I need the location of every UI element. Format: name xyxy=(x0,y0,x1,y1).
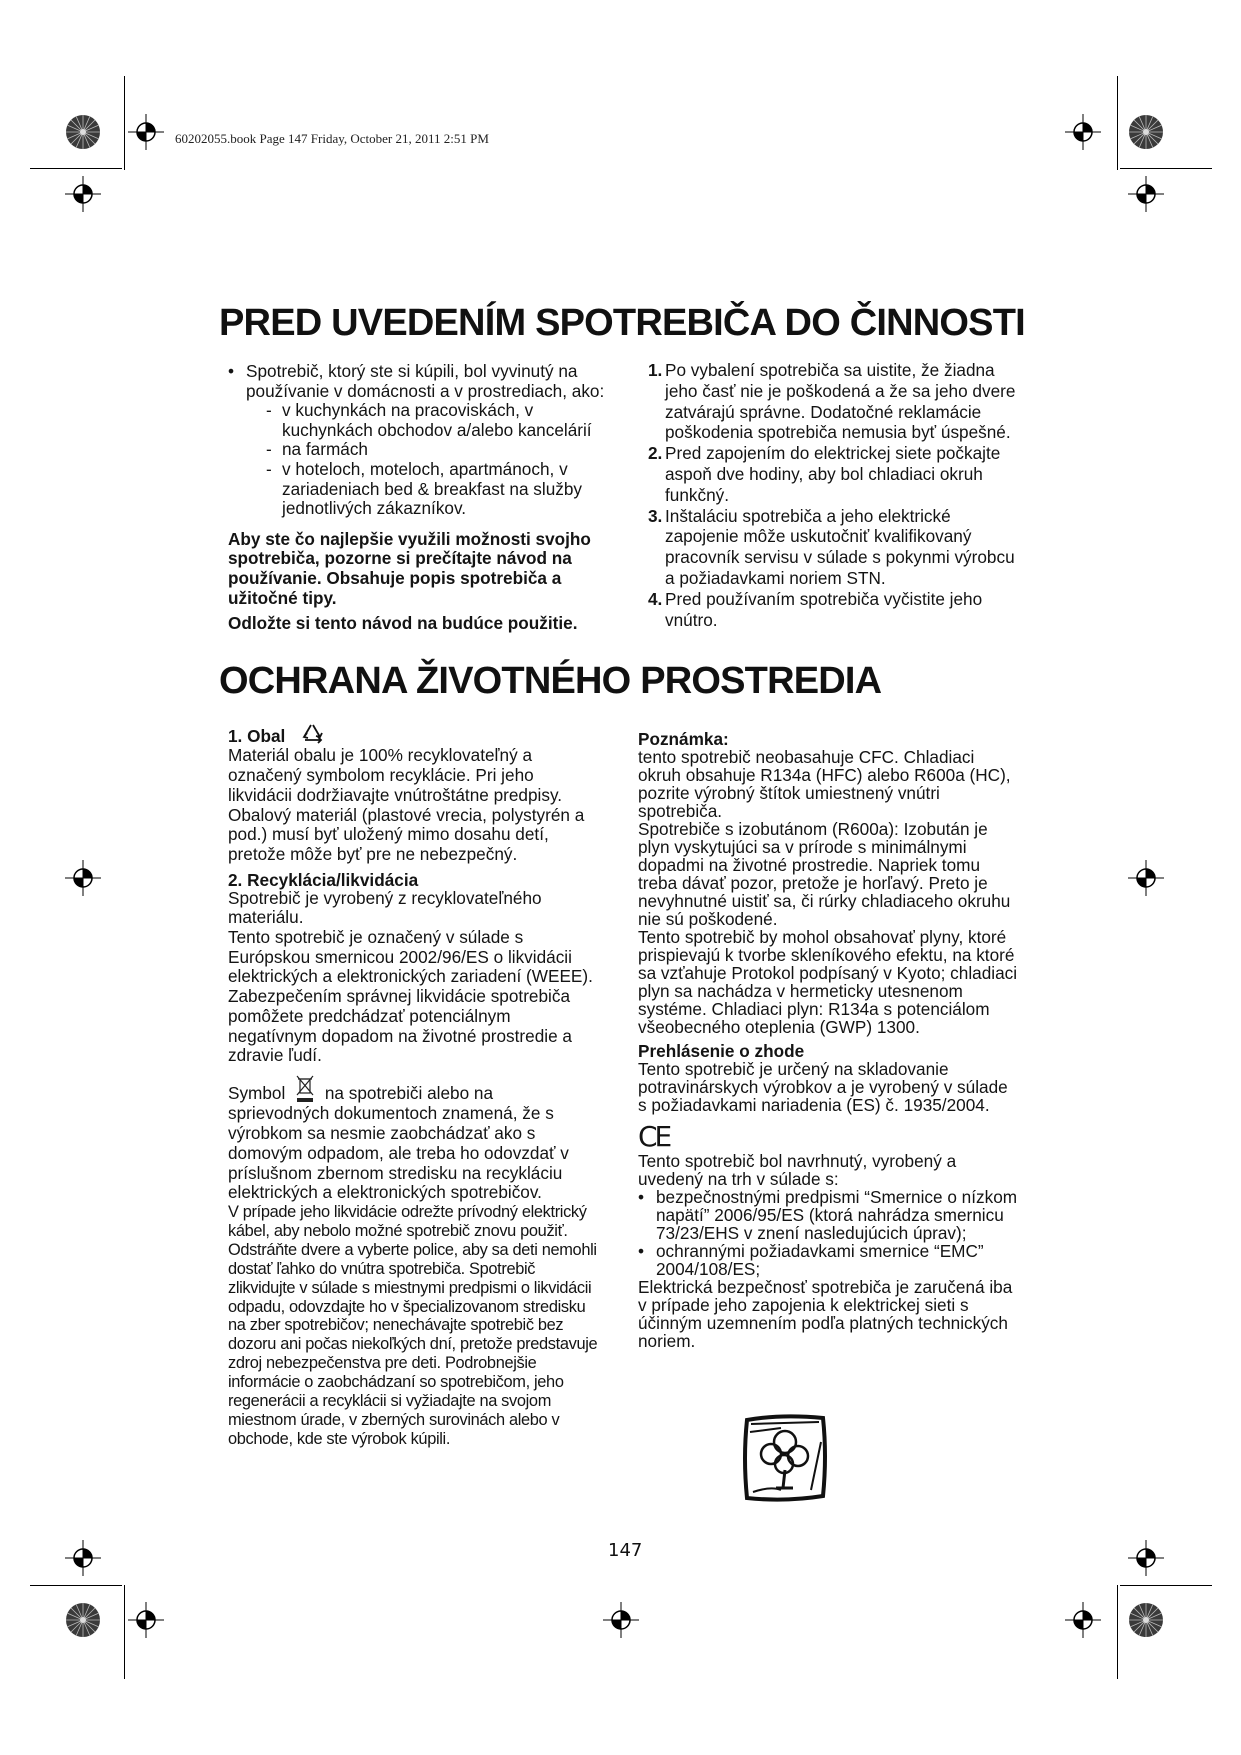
electrical-safety-text: Elektrická bezpečnosť spotrebiča je zaručená iba v prípade jeho zapojenia k elektrickej sieti s účinným uzemnením podľa platných technických noriem. xyxy=(638,1277,1013,1351)
crop-line xyxy=(1117,76,1118,170)
crop-line xyxy=(1117,1585,1118,1679)
note-text-3: Tento spotrebič by mohol obsahovať plyny, ktoré prispievajú k tvorbe skleníkového efektu, na ktoré sa vzťahuje Protokol podpísaný v Kyoto; chladiaci plyn sa nachádza v hermeticky utesnenom systéme. Chladiaci plyn: R134a s potenciálom všeobecného oteplenia (GWP) 1300. xyxy=(638,927,1018,1037)
packaging-heading-text: 1. Obal xyxy=(228,726,286,746)
packaging-heading xyxy=(228,727,598,746)
color-dial-icon xyxy=(65,114,101,150)
ce-directives xyxy=(638,1188,1018,1278)
list-item xyxy=(648,443,1018,505)
list-item: • ochrannými požiadavkami smernice “EMC” 2004/108/ES; xyxy=(638,1242,1018,1278)
recycling-text-2: Tento spotrebič je označený v súlade s Európskou smernicou 2002/96/ES o likvidácii elektrických a elektronických zariadení (WEEE). Zabezpečením správnej likvidácie spotrebiča pomôžete predchádzať potenciálnym negatívnym dopadom na životné prostredie a zdravie ľudí. xyxy=(228,927,593,1066)
crop-line xyxy=(124,76,125,170)
color-dial-icon xyxy=(1128,1602,1164,1638)
step-text: Pred zapojením do elektrickej siete počkajte aspoň dve hodiny, aby bol chladiaci okruh funkčný. xyxy=(665,443,1001,505)
registration-mark-icon xyxy=(65,176,101,212)
registration-mark-icon xyxy=(65,860,101,896)
registration-mark-icon xyxy=(1065,1602,1101,1638)
list-item xyxy=(648,506,1018,589)
list-item xyxy=(648,360,1018,443)
section2-right-column xyxy=(638,730,1018,1350)
registration-mark-icon xyxy=(1065,114,1101,150)
registration-mark-icon xyxy=(1128,860,1164,896)
crop-line xyxy=(30,168,122,169)
ce-mark: CE xyxy=(638,1120,670,1153)
note-text-1: tento spotrebič neobasahuje CFC. Chladiaci okruh obsahuje R134a (HFC) alebo R600a (HC), pozrite výrobný štítok umiestnený vnútri spotrebiča. xyxy=(638,747,1011,821)
crop-line xyxy=(30,1585,122,1586)
weee-symbol-body: na spotrebiči alebo na sprievodných dokumentoch znamená, že s výrobkom sa nesmie zaobchádzať ako s domovým odpadom, ale treba ho odovzdať v príslušnom zbernom stredisku na recykláciu elektrických a elektronických spotrebičov. xyxy=(228,1083,569,1203)
print-slug: 60202055.book Page 147 Friday, October 21, 2011 2:51 PM xyxy=(175,131,489,146)
registration-mark-icon xyxy=(128,114,164,150)
color-dial-icon xyxy=(65,1602,101,1638)
step-text: Po vybalení spotrebiča sa uistite, že žiadna jeho časť nie je poškodená a že sa jeho dvere zatvárajú správne. Dodatočné reklamácie poškodenia spotrebiča nemusia byť úspešné. xyxy=(665,360,1016,443)
section-title-before-use: PRED UVEDENÍM SPOTREBIČA DO ČINNOSTI xyxy=(219,302,1025,344)
declaration-heading: Prehlásenie o zhode xyxy=(638,1041,805,1061)
ce-text: Tento spotrebič bol navrhnutý, vyrobený a uvedený na trh v súlade s: xyxy=(638,1151,957,1189)
list-item: • bezpečnostnými predpismi “Smernice o nízkom napätí” 2006/95/ES (ktorá nahrádza smernicu 73/23/EHS v znení nasledujúcich úprav); xyxy=(638,1188,1018,1242)
tree-ecolabel-icon xyxy=(741,1412,829,1504)
setup-steps xyxy=(648,360,1018,630)
list-item: - na farmách xyxy=(264,440,608,460)
crossed-bin-icon xyxy=(294,1074,316,1104)
step-text: Pred používaním spotrebiča vyčistite jeho vnútro. xyxy=(665,588,983,630)
read-manual-note: Aby ste čo najlepšie využili možnosti svojho spotrebiča, pozorne si prečítajte návod na používanie. Obsahuje popis spotrebiča a užitočné tipy. xyxy=(228,528,591,608)
registration-mark-icon xyxy=(1128,176,1164,212)
registration-mark-icon xyxy=(1128,1540,1164,1576)
disposal-text: V prípade jeho likvidácie odrežte prívodný elektrický kábel, aby nebolo možné spotrebič znovu použiť. Odstráňte dvere a vyberte police, aby sa deti nemohli dostať ľahko do vnútra spotrebiča. Spotrebič zlikvidujte v súlade s miestnymi predpismi o likvidácii odpadu, odovzdajte ho v špecializovanom stredisku na zber spotrebičov; nenechávajte spotrebič bez dozoru ani počas niekoľkých dní, pretože predstavuje zdroj nebezpečenstva pre deti. Podrobnejšie informácie o zaobchádzaní so spotrebičom, jeho regenerácii a recyklácii si vyžiadajte na svojom miestnom úrade, v zberných surovinách alebo v obchode, kde ste výrobok kúpili. xyxy=(228,1202,598,1448)
step-number: 1. xyxy=(648,360,663,380)
usage-intro: Spotrebič, ktorý ste si kúpili, bol vyvinutý na používanie v domácnosti a v prostrediach, ako: xyxy=(246,361,605,401)
section1-left-column xyxy=(228,362,608,634)
registration-mark-icon xyxy=(603,1602,639,1638)
registration-mark-icon xyxy=(65,1540,101,1576)
recycle-icon xyxy=(298,722,328,746)
step-number: 2. xyxy=(648,443,663,464)
note-text-2: Spotrebiče s izobutánom (R600a): Izobután je plyn vyskytujúci sa v prírode s minimálnymi dopadmi na životné prostredie. Napriek tomu treba dávať pozor, pretože je horľavý. Preto je nevyhnutné uistiť sa, či rúrky chladiaceho okruhu nie sú poškodené. xyxy=(638,819,1011,929)
list-item: - v hoteloch, moteloch, apartmánoch, v zariadeniach bed & breakfast na služby jednotlivých zákazníkov. xyxy=(264,460,608,519)
recycling-text-1: Spotrebič je vyrobený z recyklovateľného materiálu. xyxy=(228,887,542,928)
list-item xyxy=(228,362,608,519)
usage-list xyxy=(228,362,608,519)
crop-line xyxy=(1120,168,1212,169)
recycling-heading: 2. Recyklácia/likvidácia xyxy=(228,869,419,890)
list-item xyxy=(648,589,1018,631)
crop-line xyxy=(124,1585,125,1679)
weee-symbol-prefix: Symbol xyxy=(228,1083,286,1103)
section1-right-column xyxy=(648,360,1018,630)
weee-symbol-text xyxy=(228,1084,598,1203)
section-title-environment: OCHRANA ŽIVOTNÉHO PROSTREDIA xyxy=(219,660,882,702)
step-text: Inštaláciu spotrebiča a jeho elektrické zapojenie môže uskutočniť kvalifikovaný pracovník servisu v súlade s pokynmi výrobcu a požiadavkami noriem STN. xyxy=(665,505,1015,588)
step-number: 3. xyxy=(648,505,663,526)
usage-sublist xyxy=(246,401,608,519)
color-dial-icon xyxy=(1128,114,1164,150)
crop-line xyxy=(1120,1585,1212,1586)
section2-left-column xyxy=(228,727,598,1449)
packaging-text: Materiál obalu je 100% recyklovateľný a označený symbolom recyklácie. Pri jeho likvidácii dodržiavajte vnútroštátne predpisy. Obalový materiál (plastové vrecia, polystyrén a pod.) musí byť uložený mimo dosahu detí, pretože môže byť pre ne nebezpečný. xyxy=(228,745,585,864)
page-number: 147 xyxy=(608,1540,643,1561)
note-heading: Poznámka: xyxy=(638,729,729,749)
list-item: - v kuchynkách na pracoviskách, v kuchynkách obchodov a/alebo kancelárií xyxy=(264,401,608,440)
step-number: 4. xyxy=(648,588,663,609)
registration-mark-icon xyxy=(128,1602,164,1638)
declaration-text: Tento spotrebič je určený na skladovanie potravinárskych výrobkov a je vyrobený v súlade s požiadavkami nariadenia (ES) č. 1935/2004. xyxy=(638,1059,1008,1115)
keep-manual-note: Odložte si tento návod na budúce použitie. xyxy=(228,613,578,634)
